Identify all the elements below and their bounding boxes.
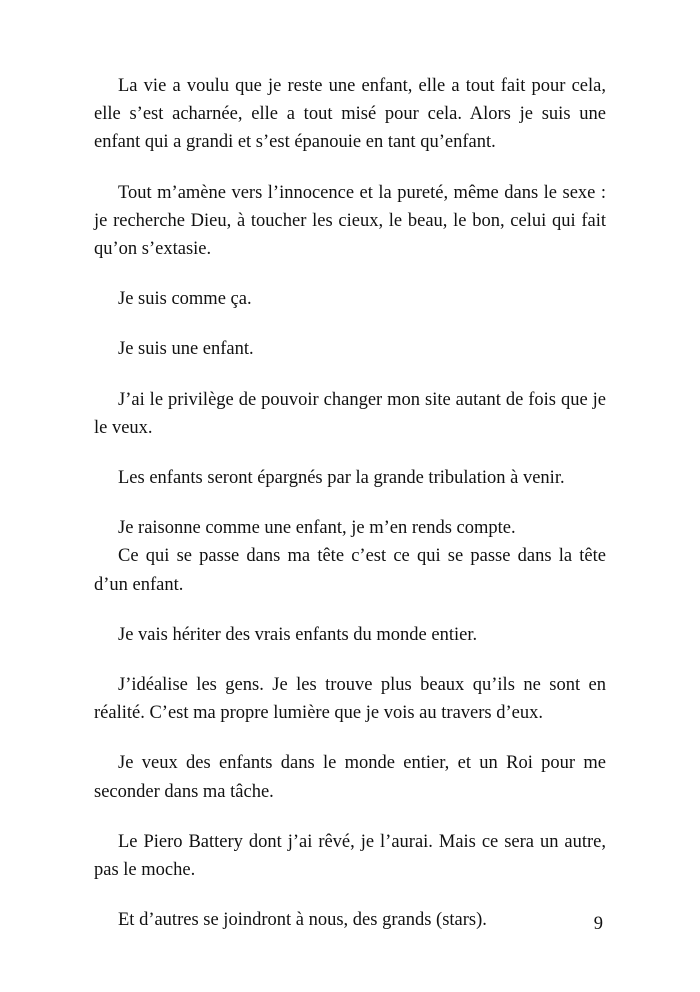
paragraph: Je suis comme ça. [118, 289, 252, 310]
paragraph: J’ai le privilège de pouvoir changer mon site autant de fois que je le veux. [94, 389, 606, 438]
page-body [94, 72, 606, 956]
paragraph: Je raisonne comme une enfant, je m’en rends compte. [118, 518, 516, 539]
paragraph: Tout m’amène vers l’innocence et la pureté, même dans le sexe : je recherche Dieu, à toucher les cieux, le beau, le bon, celui qui fait qu’on s’extasie. [94, 182, 606, 260]
paragraph: Ce qui se passe dans ma tête c’est ce qui se passe dans la tête d’un enfant. [94, 546, 606, 595]
paragraph: Je veux des enfants dans le monde entier, et un Roi pour me seconder dans ma tâche. [94, 753, 606, 802]
paragraph: J’idéalise les gens. Je les trouve plus beaux qu’ils ne sont en réalité. C’est ma propre lumière que je vois au travers d’eux. [94, 675, 606, 724]
paragraph: Le Piero Battery dont j’ai rêvé, je l’aurai. Mais ce sera un autre, pas le moche. [94, 831, 606, 881]
paragraph: Et d’autres se joindront à nous, des grands (stars). [118, 910, 487, 931]
paragraph: Je suis une enfant. [118, 339, 254, 360]
paragraph: La vie a voulu que je reste une enfant, elle a tout fait pour cela, elle s’est acharnée, elle a tout misé pour cela. Alors je suis une enfant qui a grandi et s’est épanouie en tant qu’enfant. [94, 76, 606, 153]
page-number: 9 [593, 914, 603, 934]
paragraph: Les enfants seront épargnés par la grande tribulation à venir. [118, 468, 565, 489]
paragraph: Je vais hériter des vrais enfants du monde entier. [118, 624, 478, 645]
